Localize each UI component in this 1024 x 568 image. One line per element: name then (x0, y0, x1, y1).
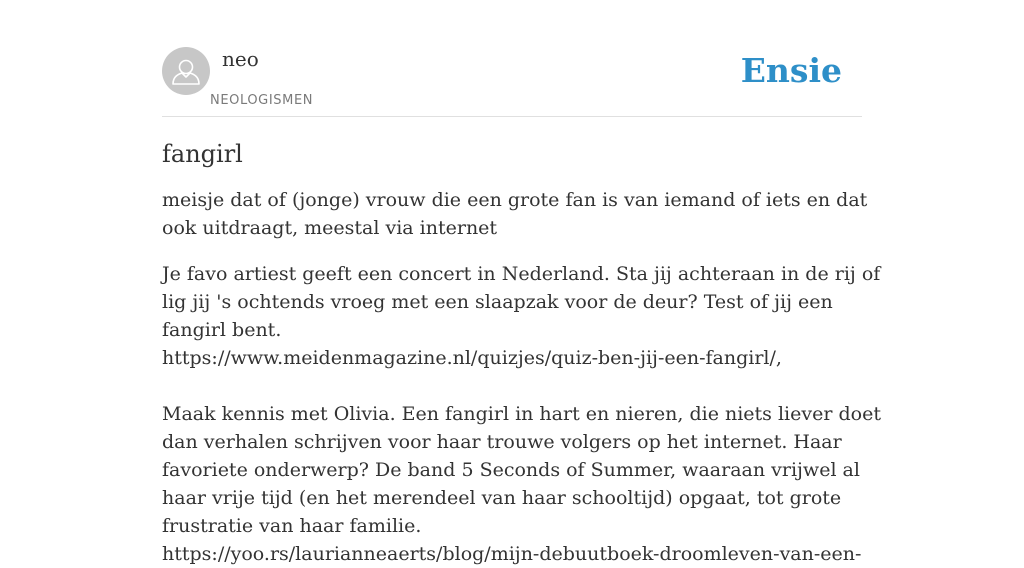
entry-definition: meisje dat of (jonge) vrouw die een grote fan is van iemand of iets en dat ook uitdraagt, meestal via internet (162, 189, 868, 239)
entry-title: fangirl (162, 140, 243, 168)
avatar[interactable] (162, 47, 210, 95)
username[interactable]: neo (222, 47, 259, 71)
site-logo[interactable]: Ensie (740, 51, 842, 90)
entry-example: Je favo artiest geeft een concert in Nederland. Sta jij achteraan in de rij of lig jij 's ochtends vroeg met een slaapzak voor de deur? Test of jij een fangirl bent. https://www.meidenmagazine.nl/quizjes/quiz-ben-jij-een-fangirl/, Maak kennis met Olivia. Een fangirl in hart en nieren, die niets liever doet dan verhalen schrijven voor haar trouwe volgers op het internet. Haar favoriete onderwerp? De band 5 Seconds of Summer, waaraan vrijwel al haar vrije tijd (en het merendeel van haar schooltijd) opgaat, tot grote frustratie van haar familie. https://yoo.rs/laurianneaerts/blog/mijn-debuutboek-droomleven-van-een- (162, 263, 881, 565)
header (162, 46, 862, 117)
category-label[interactable]: NEOLOGISMEN (210, 93, 314, 108)
entry-content (162, 136, 882, 568)
user-silhouette-icon (162, 47, 210, 95)
